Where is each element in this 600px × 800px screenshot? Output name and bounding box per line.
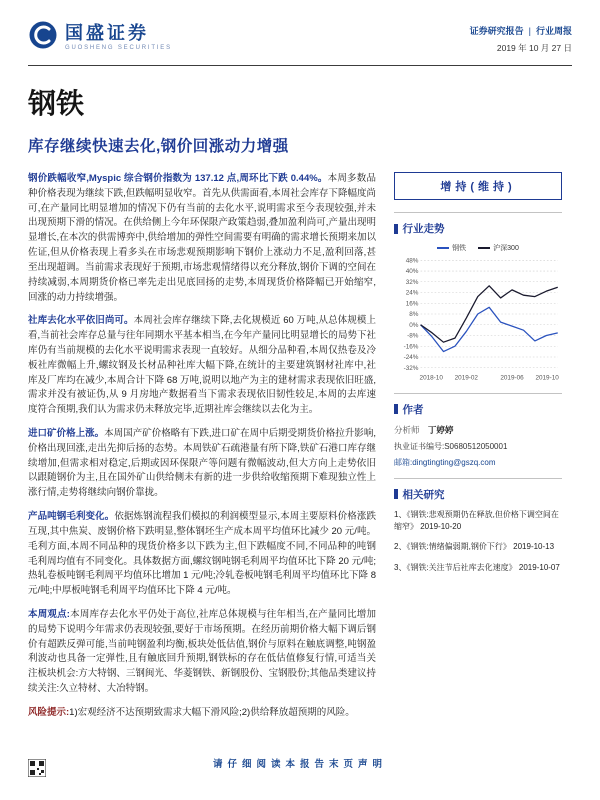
related-report-text: 1、《钢铁:悲观预期仍在释放,但价格下调空间在缩窄》 <box>394 509 559 531</box>
rating-badge: 增持(维持) <box>394 172 562 200</box>
svg-text:48%: 48% <box>405 257 419 265</box>
svg-text:16%: 16% <box>405 300 419 308</box>
svg-text:0%: 0% <box>409 321 419 329</box>
author-section <box>394 393 562 468</box>
risk-lead: 风险提示: <box>28 706 70 718</box>
svg-text:-24%: -24% <box>403 354 419 362</box>
legend-item <box>437 243 466 253</box>
paragraph-body: 依据炼钢流程我们模拟的利润模型显示,本周主要原料价格涨跌互现,其中焦炭、废钢价格下跌明显,整体钢坯生产成本周平均值环比减少 20 元/吨。毛利方面,本周不同品种的现货价格多以下跌为主,但下跌幅度不同,不同品种的吨钢毛利周均值有不同变化。具体数据方面,螺纹钢吨钢毛利周平均值环比下降 20 元/吨;热轧卷板吨钢毛利周平均值环比增加 1 元/吨;冷轧卷板吨钢毛利周平均值环比下降 8 元/吨;中厚板吨钢毛利周平均值环比下降 4 元/吨。 <box>28 511 376 597</box>
svg-text:2019-02: 2019-02 <box>454 374 478 382</box>
svg-text:24%: 24% <box>405 289 419 297</box>
paragraph-body: 本周库存去化水平仍处于高位,社库总体规模与往年相当,在产量同比增加的局势下说明今年需求仍表现较强,要好于市场预期。在经历前期价格大幅下调后钢价有超跌反弹可能,当前吨钢盈利均衡,板块处低估值,钢价与原料在触底调整,吨钢盈利波动也具备一定弹性,且有触底回升预期,钢铁标的存在低估值修复行情,可适当关注板块机会:方大特钢、三钢闽光、华菱钢铁、新钢股份、宝钢股份;其他品类建议持续关注:久立特材、大冶特钢。 <box>28 608 377 694</box>
paragraph-body: 本周社会库存继续下降,去化规模近 60 万吨,从总体规模上看,当前社会库存总量与往年同期水平基本相当,在今年产量同比明显增长的局势下社库仍有当前规模的去化水平说明需求表现一直较好。从细分品种看,本周仅热卷及冷板社库微幅上升,螺纹钢及长材品种社库大幅下降,在统计的主要建筑钢材社库中,社库及厂库均在减少,本周合计下降 68 万吨,说明以地产为主的建材需求表现依旧旺盛,需求并没有被证伪,从 9 月房地产数据看当下需求表现依旧韧性较足,本周的去库速度符合预期,我们认为需求仍未释放完毕,近期社库会继续以去化为主。 <box>28 315 376 416</box>
chart-legend <box>394 243 562 253</box>
paragraph-lead: 本周观点: <box>28 608 70 620</box>
report-headline: 库存继续快速去化,钢价回涨动力增强 <box>28 138 289 155</box>
risk-body: 1)宏观经济不达预期致需求大幅下滑风险;2)供给释放超预期的风险。 <box>69 706 355 718</box>
paragraph-lead: 社库去化水平依旧尚可。 <box>28 315 134 327</box>
svg-text:-32%: -32% <box>403 364 419 372</box>
trend-title: 行业走势 <box>402 223 445 235</box>
meta-separator: | <box>528 26 531 36</box>
paragraph-price <box>28 172 376 305</box>
related-report-link[interactable] <box>394 509 562 534</box>
trend-section-header <box>394 221 562 236</box>
section-bullet-icon <box>394 489 398 499</box>
main-column <box>28 172 376 730</box>
related-section <box>394 478 562 575</box>
brand-logo-icon <box>28 20 58 55</box>
related-report-date: 2019-10-07 <box>518 562 560 572</box>
legend-item <box>478 243 519 253</box>
related-report-link[interactable] <box>394 541 562 553</box>
legend-line-icon <box>437 247 449 249</box>
svg-text:2019-10: 2019-10 <box>535 374 559 382</box>
analyst-name: 丁婷婷 <box>427 424 454 435</box>
related-title: 相关研究 <box>402 488 445 501</box>
report-category-label: 行业周报 <box>535 26 572 36</box>
legend-label: 钢铁 <box>452 245 467 252</box>
svg-text:2019-06: 2019-06 <box>500 374 524 382</box>
related-section-header <box>394 487 562 502</box>
svg-text:32%: 32% <box>405 278 419 286</box>
analyst-role: 分析师 <box>394 424 420 435</box>
report-date: 2019 年 10 月 27 日 <box>496 43 572 53</box>
footer-disclaimer: 请仔细阅读本报告末页声明 <box>212 759 387 770</box>
paragraph-iron-ore <box>28 427 376 501</box>
svg-text:2018-10: 2018-10 <box>419 374 443 382</box>
trend-chart-svg <box>394 255 562 383</box>
paragraph-margin <box>28 510 376 599</box>
paragraph-view <box>28 608 376 697</box>
related-report-text: 2、《钢铁:情绪偏弱期,钢价下行》 <box>394 542 511 552</box>
svg-text:8%: 8% <box>409 311 419 319</box>
related-report-text: 3、《钢铁:关注节后社库去化速度》 <box>394 562 517 572</box>
sidebar <box>394 172 562 730</box>
svg-text:-8%: -8% <box>407 332 419 340</box>
author-title: 作者 <box>402 403 424 416</box>
header-meta <box>470 20 572 54</box>
paragraph-lead: 钢价跌幅收窄,Myspic 综合钢价指数为 137.12 点,周环比下跌 0.44%。 <box>28 173 328 184</box>
trend-section <box>394 212 562 383</box>
legend-line-icon <box>478 247 490 249</box>
paragraph-inventory <box>28 314 376 418</box>
trend-chart <box>394 255 562 383</box>
svg-text:40%: 40% <box>405 268 419 276</box>
paragraph-body: 本周国产矿价格略有下跌,进口矿在周中后期受期货价格拉升影响,价格出现回涨,走出先抑后扬的态势。本周铁矿石疏港量有所下降,铁矿石港口库存继续增加,但需求相对稳定,后期或因环保限产等问题有微幅波动,但大方向上走势依旧以跟随钢价为主,且在国外矿山供给侧未有新的进一步供给收缩预期下难现独立性上涨行情,走势将继续向钢价靠拢。 <box>28 428 376 499</box>
content-columns <box>28 172 572 730</box>
report-header <box>28 20 572 55</box>
paragraph-lead: 产品吨钢毛利变化。 <box>28 511 115 523</box>
svg-text:-16%: -16% <box>403 343 419 351</box>
brand <box>28 20 172 55</box>
header-rule <box>28 65 572 66</box>
related-report-date: 2019-10-13 <box>513 542 555 552</box>
brand-text <box>65 24 172 52</box>
related-report-link[interactable] <box>394 562 562 574</box>
author-section-header <box>394 402 562 417</box>
paragraph-body: 本周多数品种价格表现为继续下跌,但跌幅明显收窄。首先从供需面看,本周社会库存下降幅度尚可,在产量同比明显增加的情况下仍有当前的去化水平,说明需求至今表现较强,并未出现预期下滑的情况。在供给侧上今年环保限产政策趋弱,叠加盈利尚可,产量出现明显增长,在本次的供需博弈中,供给增加的弹性空间需要有明确的需求增长预期来加以佐证,但从价格表现上看多头在市场悲观预期影响下钢价上涨动力不足,盈利回落,甚至出现超调。当前需求表现好于预期,市场悲观情绪得以充分释放,钢价下调的空间在持续减弱,本周期货价格已率先走出见底回扬的走势,本周现货价格降幅已开始缩窄,回涨的动力持续增强。 <box>28 173 376 303</box>
legend-label: 沪深300 <box>493 245 519 252</box>
paragraph-risk <box>28 706 376 721</box>
industry-title: 钢铁 <box>28 89 85 120</box>
analyst-cert: 执业证书编号:S0680512050001 <box>394 441 508 451</box>
paragraph-lead: 进口矿价格上涨。 <box>28 428 105 439</box>
brand-name-en: GUOSHENG SECURITIES <box>65 45 172 52</box>
brand-name-cn: 国盛证券 <box>65 22 149 43</box>
related-report-date: 2019-10-20 <box>420 521 462 531</box>
report-type-label: 证券研究报告 <box>469 26 524 36</box>
section-bullet-icon <box>394 224 398 234</box>
section-bullet-icon <box>394 404 398 414</box>
analyst-line <box>394 424 562 436</box>
analyst-email-link[interactable]: 邮箱:dingtingting@gszq.com <box>394 457 496 467</box>
